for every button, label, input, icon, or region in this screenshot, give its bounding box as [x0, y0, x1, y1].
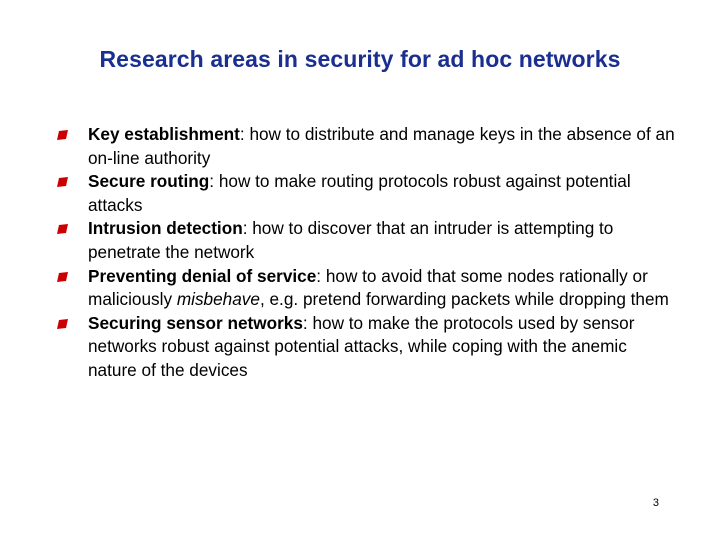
bullet-list — [56, 123, 676, 383]
bullet-text: : how to avoid that some nodes rationally or maliciously — [88, 265, 648, 310]
bullet-term: Preventing denial of service — [88, 265, 317, 286]
bullet-marker-icon — [56, 129, 69, 141]
bullet-text: : how to discover that an intruder is attempting to penetrate the network — [88, 218, 614, 262]
bullet-term: Secure routing — [88, 171, 210, 192]
bullet-term: Intrusion detection — [88, 218, 243, 239]
bullet-item-key-establishment — [56, 123, 676, 170]
bullet-item-secure-routing — [56, 170, 676, 217]
bullet-text: : how to make routing protocols robust against potential attacks — [88, 171, 631, 215]
bullet-text-continued: , e.g. pretend forwarding packets while dropping them — [259, 289, 669, 310]
bullet-marker-icon — [56, 318, 69, 330]
bullet-term: Securing sensor networks — [88, 312, 303, 333]
bullet-text: : how to make the protocols used by sensor networks robust against potential attacks, while coping with the anemic nature of the devices — [88, 312, 635, 380]
slide-title: Research areas in security for ad hoc networks — [99, 46, 621, 72]
bullet-item-securing-sensor-networks — [56, 312, 676, 383]
bullet-item-intrusion-detection — [56, 217, 676, 264]
bullet-term: Key establishment — [88, 124, 240, 144]
bullet-marker-icon — [56, 271, 69, 283]
bullet-item-preventing-dos — [56, 265, 676, 312]
bullet-emphasis: misbehave — [176, 289, 260, 310]
bullet-text: : how to distribute and manage keys in the absence of an on-line authority — [88, 124, 675, 168]
bullet-marker-icon — [56, 223, 69, 235]
bullet-marker-icon — [56, 176, 69, 188]
page-number: 3 — [652, 497, 659, 509]
